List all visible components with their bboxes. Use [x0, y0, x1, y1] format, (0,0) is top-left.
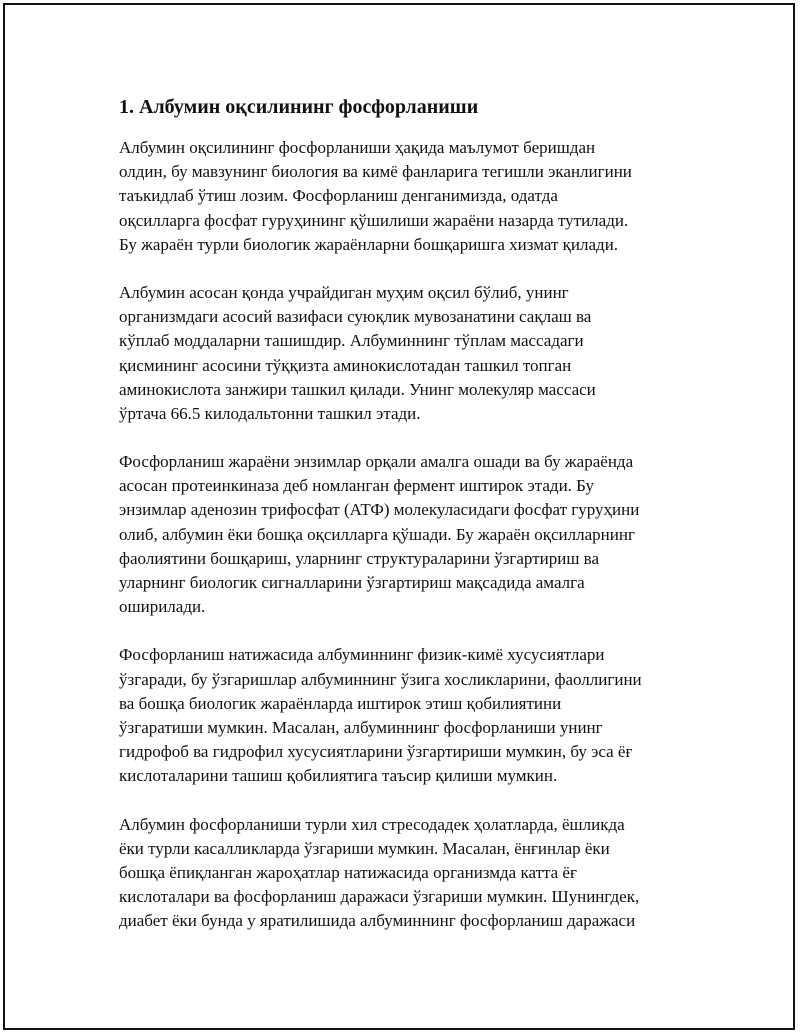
text-line: ўзгаратиши мумкин. Масалан, албуминнинг фосфорланиши унинг [119, 717, 603, 737]
text-line: уларнинг биологик сигналларини ўзгартириш мақсадида амалга [119, 573, 585, 592]
section-heading: 1. Албумин оқсилининг фосфорланиши [119, 96, 479, 118]
text-line: организмдаги асосий вазифаси суюқлик мувозанатини сақлаш ва [119, 307, 592, 327]
text-line: ва бошқа биологик жараёнларда иштирок этиш қобилиятини [119, 693, 562, 713]
text-line: энзимлар аденозин трифосфат (АТФ) молекуласидаги фосфат гуруҳини [119, 500, 640, 520]
text-line: Албумин фосфорланиши турли хил стресодадек ҳолатларда, ёшликда [119, 814, 625, 834]
paragraph-1 [119, 136, 699, 257]
text-line: Албумин асосан қонда учрайдиган муҳим оқсил бўлиб, унинг [119, 282, 569, 302]
text-line: Фосфорланиш жараёни энзимлар орқали амалга ошади ва бу жараёнда [119, 452, 634, 472]
text-line: бошқа ёпиқланган жароҳатлар натижасида организмда катта ёғ [119, 862, 577, 882]
paragraph-5 [119, 813, 699, 934]
text-line: диабет ёки бунда у яратилишида албуминнинг фосфорланиш даражаси [119, 911, 636, 931]
paragraph-2 [119, 281, 699, 426]
text-line: оқсилларга фосфат гуруҳининг қўшилиши жараёни назарда тутилади. [119, 210, 629, 230]
text-line: ёки турли касалликларда ўзгариши мумкин. Масалан, ёнғинлар ёки [119, 838, 610, 858]
text-line: ўзгаради, бу ўзгаришлар албуминнинг ўзига хосликларини, фаоллигини [119, 669, 642, 689]
text-line: олдин, бу мавзунинг биология ва кимё фанларига тегишли эканлигини [119, 162, 632, 182]
text-line: кўплаб моддаларни ташишдир. Албуминнинг тўплам массадаги [119, 331, 584, 351]
text-line: гидрофоб ва гидрофил хусусиятларини ўзгартириши мумкин, бу эса ёғ [119, 742, 633, 762]
text-line: олиб, албумин ёки бошқа оқсилларга қўшади. Бу жараён оқсилларнинг [119, 524, 635, 544]
text-line: асосан протеинкиназа деб номланган фермент иштирок этади. Бу [119, 476, 595, 496]
document-body [119, 93, 699, 957]
text-line: кислоталари ва фосфорланиш даражаси ўзгариши мумкин. Шунингдек, [119, 887, 640, 907]
paragraph-3 [119, 450, 699, 619]
paragraph-4 [119, 643, 699, 788]
text-line: фаолиятини бошқариш, уларнинг структураларини ўзгартириш ва [119, 548, 600, 568]
text-line: қисмининг асосини тўққизта аминокислотадан ташкил топган [119, 355, 572, 375]
text-line: Албумин оқсилининг фосфорланиши ҳақида маълумот беришдан [119, 138, 596, 157]
text-line: кислоталарини ташиш қобилиятига таъсир қилиши мумкин. [119, 766, 558, 786]
text-line: Бу жараён турли биологик жараёнларни бошқаришга хизмат қилади. [119, 234, 619, 254]
text-line: аминокислота занжири ташкил қилади. Унинг молекуляр массаси [119, 379, 596, 399]
text-line: Фосфорланиш натижасида албуминнинг физик-кимё хусусиятлари [119, 645, 605, 665]
text-line: оширилади. [119, 597, 206, 617]
text-line: таъкидлаб ўтиш лозим. Фосфорланиш денганимизда, одатда [119, 186, 558, 206]
text-line: ўртача 66.5 килодальтонни ташкил этади. [119, 403, 421, 423]
